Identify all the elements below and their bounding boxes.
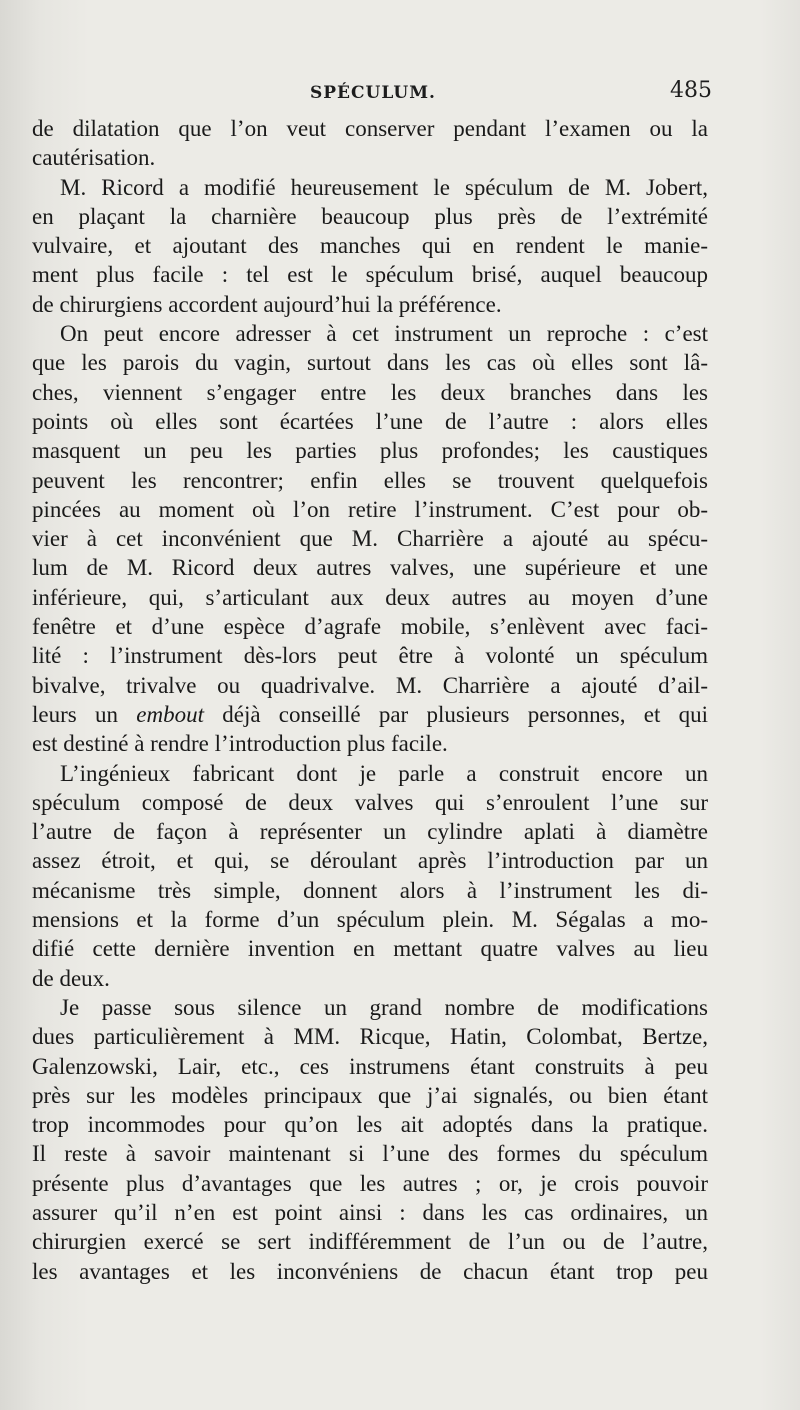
text-line: vulvaire, et ajoutant des manches qui en rendent le manie- xyxy=(32,233,708,259)
text-line: chirurgien exercé se sert indifféremment de l’un ou de l’autre, xyxy=(32,1229,708,1255)
body-text xyxy=(32,114,708,1286)
text-line: présente plus d’avantages que les autres ; or, je crois pouvoir xyxy=(32,1170,708,1196)
paragraph-start-line: On peut encore adresser à cet instrument un reproche : c’est xyxy=(60,321,708,347)
text-line: de chirurgiens accordent aujourd’hui la préférence. xyxy=(32,291,502,317)
text-line: Il reste à savoir maintenant si l’une des formes du spéculum xyxy=(32,1141,708,1167)
text-line: inférieure, qui, s’articulant aux deux autres au moyen d’une xyxy=(32,584,708,610)
page-number: 485 xyxy=(670,78,712,103)
text-segment: leurs un xyxy=(32,701,137,727)
text-line: lité : l’instrument dès-lors peut être à volonté un spéculum xyxy=(32,643,708,669)
text-line: cautérisation. xyxy=(32,145,156,171)
paragraph-start-line: Je passe sous silence un grand nombre de modifications xyxy=(60,994,708,1020)
text-line-with-emphasis xyxy=(32,700,708,729)
text-line: trop incommodes pour qu’on les ait adoptés dans la pratique. xyxy=(32,1112,708,1138)
text-line: vier à cet inconvénient que M. Charrière a ajouté au spécu- xyxy=(32,526,708,552)
text-line: pincées au moment où l’on retire l’instrument. C’est pour ob- xyxy=(32,496,708,522)
text-line: points où elles sont écartées l’une de l’autre : alors elles xyxy=(32,408,708,434)
text-segment: déjà conseillé par plusieurs personnes, et qui xyxy=(203,701,708,727)
text-line: les avantages et les inconvéniens de chacun étant trop peu xyxy=(32,1258,708,1284)
italic-term: embout xyxy=(136,701,204,727)
text-line: assurer qu’il n’en est point ainsi : dans les cas ordinaires, un xyxy=(32,1199,708,1225)
text-line: de dilatation que l’on veut conserver pendant l’examen ou la xyxy=(32,116,708,141)
text-line: en plaçant la charnière beaucoup plus près de l’extrémité xyxy=(32,203,708,229)
text-line: ment plus facile : tel est le spéculum brisé, auquel beaucoup xyxy=(32,262,708,288)
text-line: masquent un peu les parties plus profondes; les caustiques xyxy=(32,438,708,464)
text-line: l’autre de façon à représenter un cylindre aplati à diamètre xyxy=(32,819,708,845)
text-line: dues particulièrement à MM. Ricque, Hatin, Colombat, Bertze, xyxy=(32,1024,708,1050)
text-line: mécanisme très simple, donnent alors à l’instrument les di- xyxy=(32,877,708,903)
text-line: bivalve, trivalve ou quadrivalve. M. Charrière a ajouté d’ail- xyxy=(32,672,708,698)
text-line: est destiné à rendre l’introduction plus facile. xyxy=(32,731,448,757)
paragraph-start-line: M. Ricord a modifié heureusement le spéculum de M. Jobert, xyxy=(60,174,708,200)
page-header xyxy=(32,78,712,108)
text-line: peuvent les rencontrer; enfin elles se trouvent quelquefois xyxy=(32,467,708,493)
text-line: ches, viennent s’engager entre les deux branches dans les xyxy=(32,379,708,405)
text-line: près sur les modèles principaux que j’ai signalés, ou bien étant xyxy=(32,1082,708,1108)
text-line: mensions et la forme d’un spéculum plein. M. Ségalas a mo- xyxy=(32,907,708,933)
paragraph-start-line: L’ingénieux fabricant dont je parle a construit encore un xyxy=(60,760,708,786)
text-line: spéculum composé de deux valves qui s’enroulent l’une sur xyxy=(32,789,708,815)
text-line: que les parois du vagin, surtout dans les cas où elles sont lâ- xyxy=(32,350,708,376)
text-line: assez étroit, et qui, se déroulant après l’introduction par un xyxy=(32,848,708,874)
running-title: SPÉCULUM. xyxy=(310,83,436,103)
text-line: de deux. xyxy=(32,965,110,991)
text-line: difié cette dernière invention en mettant quatre valves au lieu xyxy=(32,936,708,962)
text-line: fenêtre et d’une espèce d’agrafe mobile, s’enlèvent avec faci- xyxy=(32,614,708,640)
text-line: lum de M. Ricord deux autres valves, une supérieure et une xyxy=(32,555,708,581)
text-line: Galenzowski, Lair, etc., ces instrumens étant construits à peu xyxy=(32,1053,708,1079)
